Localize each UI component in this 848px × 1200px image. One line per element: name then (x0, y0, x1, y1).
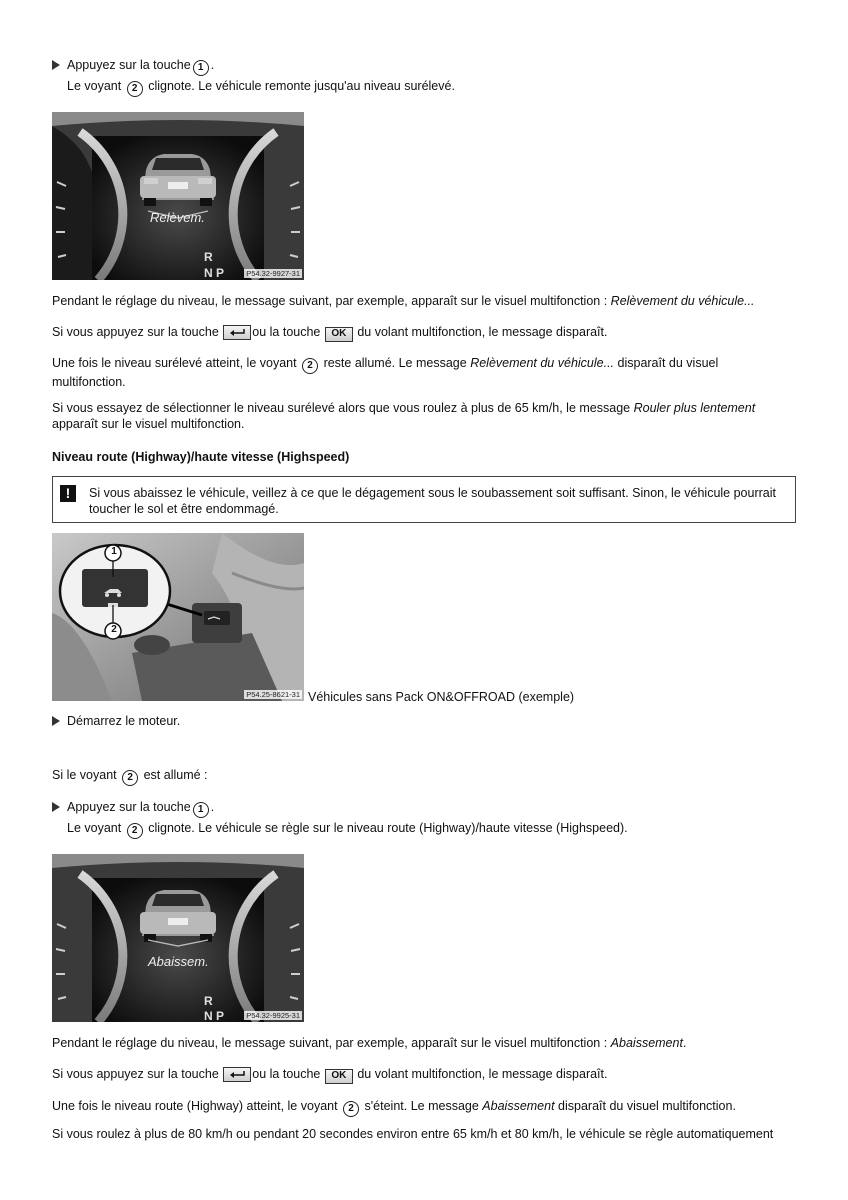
indicator-2-callout: 2 (343, 1101, 359, 1117)
bullet-arrow-icon (52, 716, 60, 726)
paragraph: Si vous essayez de sélectionner le niveau surélevé alors que vous roulez à plus de 65 km/h, le message Rouler plus lentement apparaît sur le visuel multifonction. (52, 401, 756, 431)
callout-2: 2 (111, 624, 117, 635)
gear-indicator-r: R (204, 994, 213, 1008)
figure-reference: P54.32-9927-31 (246, 269, 300, 278)
paragraph: Une fois le niveau surélevé atteint, le voyant 2 reste allumé. Le message Relèvement du véhicule... disparaît du visuel multifonction. (52, 356, 719, 389)
warning-box (52, 476, 796, 523)
step-result: Le voyant 2 clignote. Le véhicule remonte jusqu'au niveau surélevé. (67, 78, 455, 97)
gear-indicator-r: R (204, 250, 213, 264)
indicator-2-callout: 2 (127, 823, 143, 839)
paragraph: Si vous appuyez sur la touche ou la touche OK du volant multifonction, le message disparaît. (52, 1066, 607, 1084)
cluster-illustration (52, 854, 304, 1022)
bullet-arrow-icon (52, 60, 60, 70)
ok-key-icon: OK (325, 327, 353, 342)
gear-indicator-p: P (216, 266, 225, 280)
display-message: Relèvem. (150, 210, 205, 225)
section-heading: Niveau route (Highway)/haute vitesse (Highspeed) (52, 450, 350, 464)
gear-indicator-p: P (216, 1009, 225, 1022)
back-key-icon (223, 325, 251, 340)
instrument-cluster-figure-lower (52, 854, 304, 1022)
indicator-2-callout: 2 (302, 358, 318, 374)
warning-text: Si vous abaissez le véhicule, veillez à ce que le dégagement sous le soubassement soit suffisant. Sinon, le véhicule pourrait toucher le sol et être endommagé. (89, 486, 776, 516)
button-1-callout: 1 (193, 60, 209, 76)
instruction-step: Appuyez sur la touche 1 . (52, 799, 214, 818)
warning-exclamation-icon: ! (60, 485, 76, 502)
step-result: Le voyant 2 clignote. Le véhicule se règle sur le niveau route (Highway)/haute vitesse (Highspeed). (67, 820, 628, 839)
paragraph: Une fois le niveau route (Highway) atteint, le voyant 2 s'éteint. Le message Abaissement disparaît du visuel multifonction. (52, 1098, 736, 1117)
back-key-icon (223, 1067, 251, 1082)
bullet-arrow-icon (52, 802, 60, 812)
condition-line: Si le voyant 2 est allumé : (52, 767, 208, 786)
ok-key-icon: OK (325, 1069, 353, 1084)
gear-indicator-n: N (204, 1009, 213, 1022)
display-message: Abaissem. (148, 954, 209, 969)
paragraph: Pendant le réglage du niveau, le message suivant, par exemple, apparaît sur le visuel multifonction : Abaissement. (52, 1036, 687, 1050)
figure-reference: P54.25-8621-31 (246, 690, 300, 699)
instruction-step: Appuyez sur la touche 1 . (52, 57, 214, 76)
instruction-step: Démarrez le moteur. (52, 713, 180, 729)
console-illustration (52, 533, 304, 701)
paragraph: Si vous roulez à plus de 80 km/h ou pendant 20 secondes environ entre 65 km/h et 80 km/h, le véhicule se règle automatiquement (52, 1127, 774, 1141)
gear-indicator-n: N (204, 266, 213, 280)
callout-1: 1 (111, 546, 117, 557)
figure-reference: P54.32-9925-31 (246, 1011, 300, 1020)
center-console-figure (52, 533, 304, 701)
indicator-2-callout: 2 (122, 770, 138, 786)
indicator-2-callout: 2 (127, 81, 143, 97)
button-1-callout: 1 (193, 802, 209, 818)
paragraph: Si vous appuyez sur la touche ou la touche OK du volant multifonction, le message disparaît. (52, 324, 607, 342)
instrument-cluster-figure-raise (52, 112, 304, 280)
cluster-illustration (52, 112, 304, 280)
paragraph: Pendant le réglage du niveau, le message suivant, par exemple, apparaît sur le visuel multifonction : Relèvement du véhicule... (52, 294, 755, 308)
figure-caption: Véhicules sans Pack ON&OFFROAD (exemple) (308, 690, 575, 704)
